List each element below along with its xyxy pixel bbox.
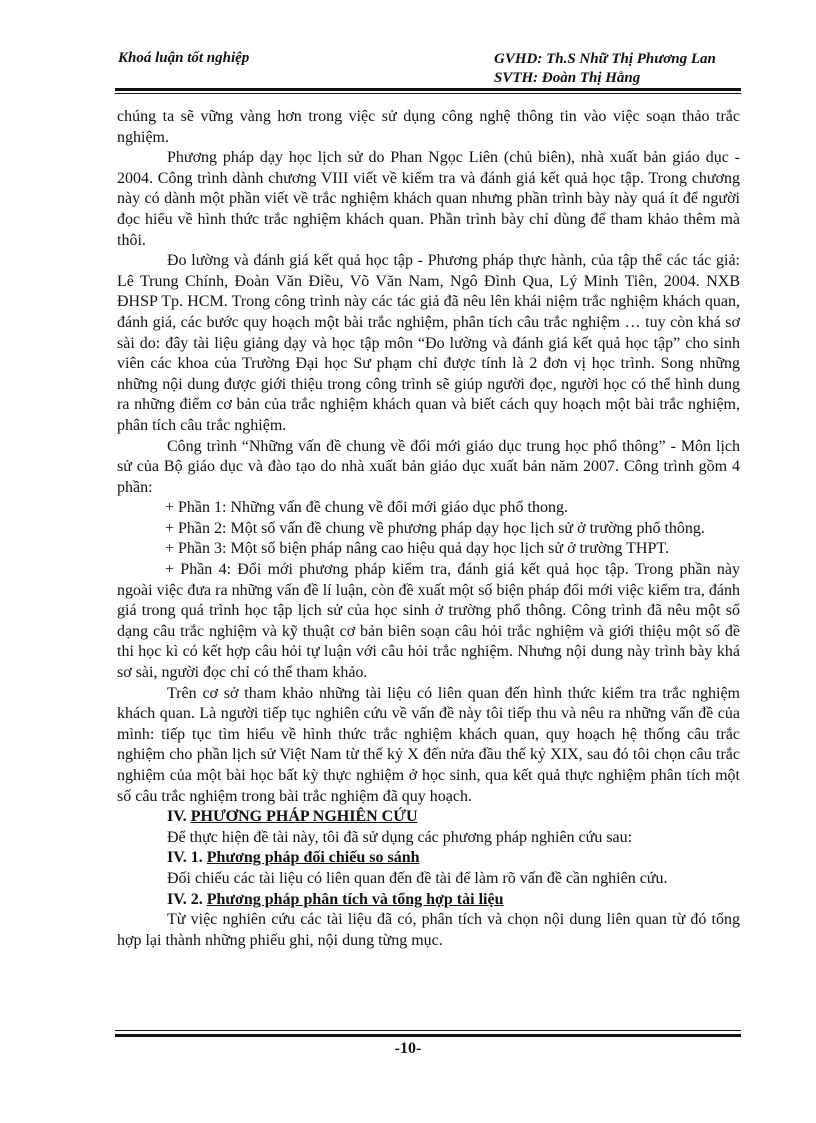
header-author-block	[494, 50, 716, 88]
section-heading-iv	[117, 807, 740, 828]
paragraph-summary: Trên cơ sở tham khảo những tài liệu có liên quan đến hình thức kiểm tra trắc nghiệm khách quan. Là người tiếp tục nghiên cứu về vấn đề này tôi tiếp thu và nêu ra những vấn đề của mình: tiếp tục tìm hiểu về hình thức trắc nghiệm khách quan, quy hoạch hệ thống câu trắc nghiệm cho phần lịch sử Việt Nam từ thế kỷ X đến nửa đầu thế kỷ XIX, sau đó tôi chọn câu trắc nghiệm của một bài học bất kỳ thực nghiệm ở học sinh, qua kết quả thực nghiệm phân tích một số câu trắc nghiệm trong bài trắc nghiệm đã quy hoạch.	[117, 684, 740, 805]
list-item-part-4: + Phần 4: Đổi mới phương pháp kiểm tra, đánh giá kết quả học tập. Trong phần này ngoài việc đưa ra những vấn đề lí luận, còn đề xuất một số biện pháp đổi mới việc kiểm tra, đánh giá trong quá trình học tập lịch sử của học sinh ở trường phổ thông. Công trình đã nêu một số dạng câu trắc nghiệm và kỹ thuật cơ bản biên soạn câu hỏi trắc nghiệm và giới thiệu một số đề thi học kì có kết hợp câu hỏi tự luận với câu hỏi trắc nghiệm. Nhưng nội dung này trình bày khá sơ sài, người đọc chỉ có thể tham khảo.	[117, 561, 740, 682]
header-rule-thin	[115, 93, 741, 94]
subsection-number: IV. 2.	[167, 890, 203, 908]
paragraph-continuation: chúng ta sẽ vững vàng hơn trong việc sử dụng công nghệ thông tin vào việc soạn thảo trắc nghiệm.	[117, 108, 740, 146]
subsection-heading-iv-1	[117, 848, 740, 869]
section-number: IV.	[167, 808, 187, 826]
subsection-heading-iv-2	[117, 890, 740, 911]
paragraph-reference-3: Công trình “Những vấn đề chung về đổi mới giáo dục trung học phổ thông” - Môn lịch sử của Bộ giáo dục và đào tạo do nhà xuất bản giáo dục xuất bản năm 2007. Công trình gồm 4 phần:	[117, 437, 740, 496]
header-supervisor: GVHD: Th.S Nhữ Thị Phương Lan	[494, 51, 716, 67]
document-body	[117, 107, 740, 951]
subsection-title: Phương pháp phân tích và tổng hợp tài liệu	[206, 890, 504, 908]
section-title: PHƯƠNG PHÁP NGHIÊN CỨU	[190, 808, 418, 826]
header-thesis-label: Khoá luận tốt nghiệp	[118, 50, 250, 66]
paragraph-reference-1: Phương pháp dạy học lịch sử do Phan Ngọc Liên (chủ biên), nhà xuất bản giáo dục - 2004. Công trình dành chương VIII viết về kiểm tra và đánh giá kết quả học tập. Trong chương này có dành một phần viết về trắc nghiệm khách quan nhưng phần trình bày này quá ít để người đọc hiểu về hình thức trắc nghiệm khách quan. Phần trình bày chỉ dùng để tham khảo thêm mà thôi.	[117, 149, 740, 249]
header-student: SVTH: Đoàn Thị Hằng	[494, 70, 641, 86]
subsection-text-iv-1: Đối chiếu các tài liệu có liên quan đến đề tài để làm rõ vấn đề cần nghiên cứu.	[167, 869, 668, 887]
section-intro: Để thực hiện đề tài này, tôi đã sử dụng các phương pháp nghiên cứu sau:	[167, 828, 633, 846]
subsection-title: Phương pháp đối chiếu so sánh	[206, 849, 420, 867]
list-item-part-2: + Phần 2: Một số vấn đề chung về phương pháp dạy học lịch sử ở trường phổ thông.	[165, 519, 705, 537]
page-number: -10-	[394, 1040, 422, 1057]
subsection-number: IV. 1.	[167, 849, 203, 867]
subsection-text-iv-2: Từ việc nghiên cứu các tài liệu đã có, phân tích và chọn nội dung liên quan từ đó tổng hợp lại thành những phiếu ghi, nội dung từng mục.	[117, 911, 740, 949]
footer-rule-thick	[115, 1034, 741, 1037]
page-header	[118, 46, 740, 86]
list-item-part-1: + Phần 1: Những vấn đề chung về đổi mới giáo dục phổ thong.	[165, 499, 568, 517]
list-item-part-3: + Phần 3: Một số biện pháp nâng cao hiệu quả dạy học lịch sử ở trường THPT.	[165, 540, 669, 558]
paragraph-reference-2: Đo lường và đánh giá kết quả học tập - Phương pháp thực hành, của tập thể các tác giả: Lê Trung Chính, Đoàn Văn Điều, Võ Văn Nam, Ngô Đình Qua, Lý Minh Tiên, 2004. NXB ĐHSP Tp. HCM. Trong công trình này các tác giả đã nêu lên khái niệm trắc nghiệm khách quan, đánh giá, các bước quy hoạch một bài trắc nghiệm, phân tích câu trắc nghiệm … tuy còn khá sơ sài do: đây tài liệu giảng dạy và học tập môn “Đo lường và đánh giá kết quả học tập” cho sinh viên các khoa của Trường Đại học Sư phạm chỉ được tính là 2 đơn vị học trình. Song những những nội dung được giới thiệu trong công trình sẽ giúp người đọc, người học có thể hình dung ra những điểm cơ bản của trắc nghiệm khách quan và biết cách quy hoạch một bài trắc nghiệm, phân tích câu trắc nghiệm.	[117, 252, 740, 434]
header-rule-thick	[115, 88, 741, 91]
footer-rule-thin	[115, 1030, 741, 1031]
